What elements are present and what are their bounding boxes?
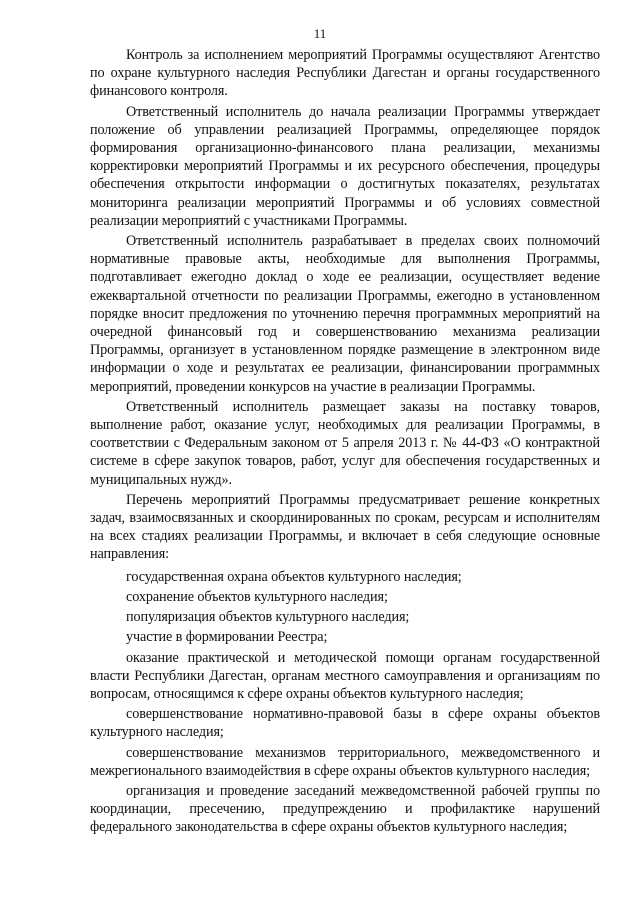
- document-body: [90, 46, 600, 837]
- paragraph-procurement: Ответственный исполнитель размещает заказы на поставку товаров, выполнение работ, оказание услуг, необходимых для реализации Программы, в соответствии с Федеральным законом от 5 апреля 2013 г. № 44-ФЗ «О контрактной системе в сфере закупок товаров, работ, услуг для обеспечения государственных и муниципальных нужд».: [90, 398, 600, 488]
- list-item: совершенствование нормативно-правовой базы в сфере охраны объектов культурного наследия;: [90, 706, 600, 741]
- list-item: государственная охрана объектов культурного наследия;: [126, 568, 462, 585]
- list-item: участие в формировании Реестра;: [126, 629, 328, 646]
- page-number: 11: [313, 26, 327, 41]
- paragraph-measures-list-intro: Перечень мероприятий Программы предусматривает решение конкретных задач, взаимосвязанных и скоординированных по срокам, ресурсам и исполнителям на всех стадиях реализации Программы, и включает в себя следующие основные направления:: [90, 491, 600, 563]
- list-item: сохранение объектов культурного наследия;: [126, 588, 388, 605]
- list-item: популяризация объектов культурного наследия;: [126, 609, 410, 626]
- list-item: совершенствование механизмов территориального, межведомственного и межрегионального взаимодействия в сфере охраны объектов культурного наследия;: [90, 744, 600, 779]
- paragraph-management-regulation: Ответственный исполнитель до начала реализации Программы утверждает положение об управлении реализацией Программы, определяющее порядок формирования организационно-финансового плана реализации, механизмы корректировки мероприятий Программы и их ресурсного обеспечения, процедуры обеспечения открытости информации о достигнутых показателях, результатах мониторинга реализации мероприятий Программы и об условиях совместной реализации мероприятий с участниками Программы.: [90, 103, 600, 229]
- paragraph-control: Контроль за исполнением мероприятий Программы осуществляют Агентство по охране культурного наследия Республики Дагестан и органы государственного финансового контроля.: [90, 47, 600, 100]
- list-item: оказание практической и методической помощи органам государственной власти Республики Дагестан, органам местного самоуправления и организациям по вопросам, относящимся к сфере охраны объектов культурного наследия;: [90, 649, 600, 702]
- paragraph-executor-duties: Ответственный исполнитель разрабатывает в пределах своих полномочий нормативные правовые акты, необходимые для выполнения Программы, подготавливает ежегодно доклад о ходе ее реализации, осуществляет ведение ежеквартальной отчетности по реализации Программы, ежегодно в установленном порядке вносит предложения по уточнению перечня программных мероприятий на очередной финансовый год и совершенствованию механизма реализации Программы, организует в установленном порядке размещение в электронном виде информации о ходе и результатах ее реализации, финансировании программных мероприятий, проведении конкурсов на участие в реализации Программы.: [90, 233, 600, 395]
- list-item: организация и проведение заседаний межведомственной рабочей группы по координации, пресечению, предупреждению и профилактике нарушений федерального законодательства в сфере охраны объектов культурного наследия;: [90, 782, 600, 836]
